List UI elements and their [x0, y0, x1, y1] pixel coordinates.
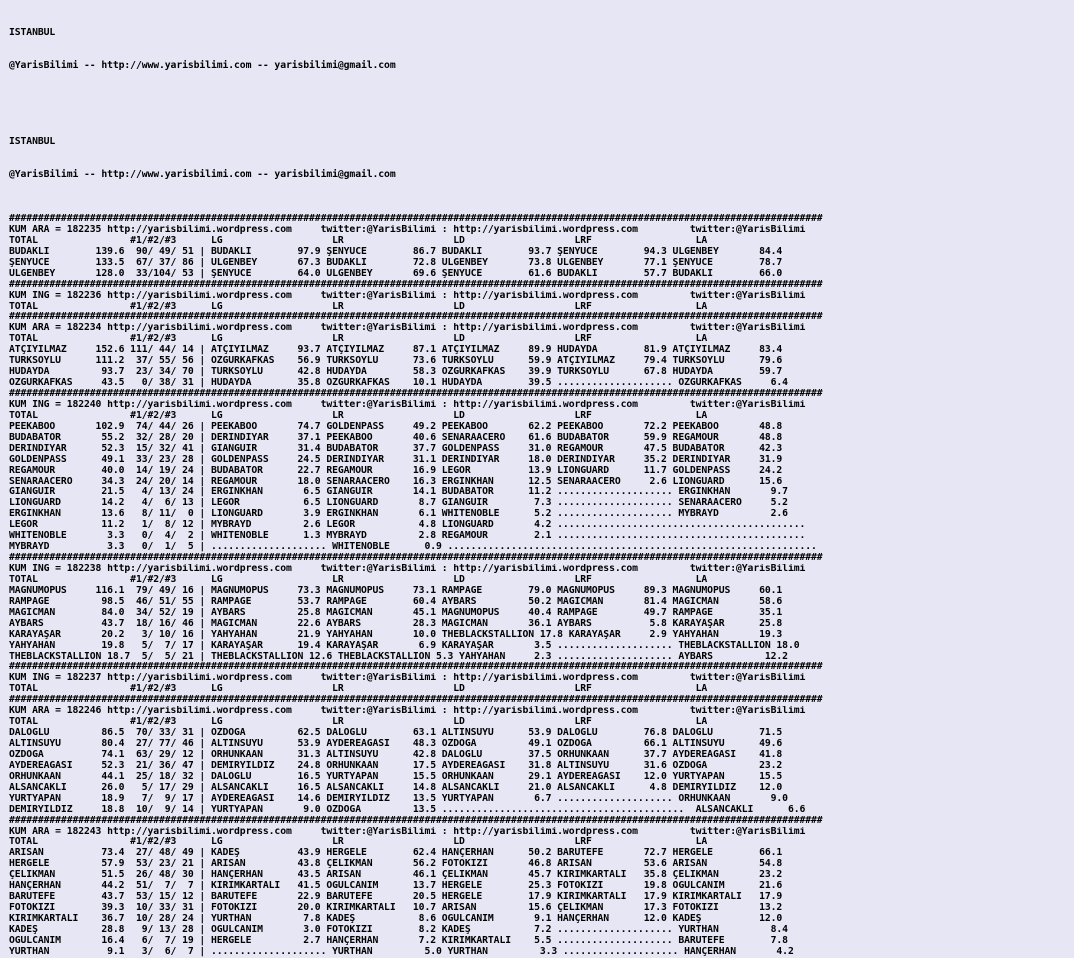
- report-line: TOTAL #1/#2/#3 LG LR LD LRF LA: [9, 717, 708, 728]
- report-line: DALOĞLU 86.5 70/ 33/ 31 | ÖZDOĞA 62.5 DALOĞLU 63.1 ALTINSUYU 53.9 DALOĞLU 76.8 DALOĞLU 71.5: [9, 728, 783, 739]
- report-line: #############################################################################################################################################: [9, 214, 823, 225]
- report-line: PEEKABOO 102.9 74/ 44/ 26 | PEEKABOO 74.7 GOLDENPASS 49.2 PEEKABOO 62.2 PEEKABOO 72.2 PEEKABOO 48.8: [9, 421, 783, 432]
- report-line: RAMPAGE 98.5 46/ 51/ 55 | RAMPAGE 53.7 RAMPAGE 60.4 AYBARS 50.2 MAGICMAN 81.4 MAGICMAN 58.6: [9, 596, 783, 607]
- report-line: KUM ING = 182236 http://yarisbilimi.wordpress.com twitter:@YarisBilimi : http://yarisbilimi.wordpress.com twitter:@YarisBilimi: [9, 290, 806, 301]
- report-page: [9, 6, 1071, 958]
- report-line: WHITENOBLE 3.3 0/ 4/ 2 | WHITENOBLE 1.3 MYBRAYD 2.8 REGAMOUR 2.1 ...........................................: [9, 531, 806, 542]
- report-line: #############################################################################################################################################: [9, 553, 823, 564]
- race-report: [9, 214, 1071, 958]
- report-line: HUDAYDA 93.7 23/ 34/ 70 | TÜRKSOYLU 42.8 HUDAYDA 58.3 ÖZGÜRKAFKAS 39.9 TÜRKSOYLU 67.8 HUDAYDA 59.7: [9, 367, 783, 378]
- report-line: BARUTEFE 43.7 53/ 15/ 12 | BARUTEFE 22.9 BARUTEFE 20.5 HERGELE 17.9 KIRIMKARTALI 17.9 KIRIMKARTALI 17.9: [9, 892, 783, 903]
- report-line: DEMİRYILDIZ 18.8 10/ 9/ 14 | YURTYAPAN 9.0 ÖZDOĞA 13.5 .......................................... ALSANCAKLI 6.6: [9, 804, 806, 815]
- report-line: ÖZDOĞA 74.1 63/ 29/ 12 | ORHUNKAAN 31.3 ALTINSUYU 42.8 DALOĞLU 37.5 ORHUNKAAN 37.7 AYDEREAĞASI 41.8: [9, 749, 783, 760]
- report-line: #############################################################################################################################################: [9, 695, 823, 706]
- report-line: KUM ING = 182240 http://yarisbilimi.wordpress.com twitter:@YarisBilimi : http://yarisbilimi.wordpress.com twitter:@YarisBilimi: [9, 399, 806, 410]
- report-line: REGAMOUR 40.0 14/ 19/ 24 | BUDABATOR 22.7 REGAMOUR 16.9 LEGOR 13.9 LIONGUARD 11.7 GOLDENPASS 24.2: [9, 465, 783, 476]
- report-line: TOTAL #1/#2/#3 LG LR LD LRF LA: [9, 334, 708, 345]
- header-city: ISTANBUL: [9, 26, 56, 38]
- report-line: ERGİNKHAN 13.6 8/ 11/ 0 | LIONGUARD 3.9 ERGİNKHAN 6.1 WHITENOBLE 5.2 .................... MYBRAYD 2.6: [9, 509, 788, 520]
- report-line: TOTAL #1/#2/#3 LG LR LD LRF LA: [9, 410, 708, 421]
- report-line: #############################################################################################################################################: [9, 389, 823, 400]
- report-line: ŞENYÜCE 133.5 67/ 37/ 86 | ÜLGENBEY 67.3 BUDAKLI 72.8 ÜLGENBEY 73.8 ÜLGENBEY 77.1 ŞENYÜCE 78.7: [9, 257, 783, 268]
- report-line: ALTINSUYU 80.4 27/ 77/ 46 | ALTINSUYU 53.9 AYDEREAĞASI 48.3 ÖZDOĞA 49.1 ÖZDOĞA 66.1 ALTINSUYU 49.6: [9, 739, 783, 750]
- header-city: ISTANBUL: [9, 136, 56, 148]
- report-line: KUM ARA = 182235 http://yarisbilimi.wordpress.com twitter:@YarisBilimi : http://yarisbilimi.wordpress.com twitter:@YarisBilimi: [9, 224, 806, 235]
- report-line: KUM ARA = 182243 http://yarisbilimi.wordpress.com twitter:@YarisBilimi : http://yarisbilimi.wordpress.com twitter:@YarisBilimi: [9, 826, 806, 837]
- report-line: SENARAACERO 34.3 24/ 20/ 14 | REGAMOUR 18.0 SENARAACERO 16.3 ERGİNKHAN 12.5 SENARAACERO 2.6 LIONGUARD 15.6: [9, 476, 783, 487]
- report-line: GIANGUIR 21.5 4/ 13/ 24 | ERGİNKHAN 6.5 GIANGUIR 14.1 BUDABATOR 11.2 .................... ERGİNKHAN 9.7: [9, 487, 788, 498]
- report-line: MAGICMAN 84.0 34/ 52/ 19 | AYBARS 25.8 MAGICMAN 45.1 MAGNUMOPUS 40.4 RAMPAGE 49.7 RAMPAGE 35.1: [9, 607, 783, 618]
- report-line: TOTAL #1/#2/#3 LG LR LD LRF LA: [9, 235, 708, 246]
- report-line: THEBLACKSTALLION 18.7 5/ 5/ 21 | THEBLACKSTALLION 12.6 THEBLACKSTALLION 5.3 YAHYAHAN 2.3 .................... AYBARS 12.2: [9, 651, 788, 662]
- report-line: BUDABATOR 55.2 32/ 28/ 20 | DERİNDİYAR 37.1 PEEKABOO 40.6 SENARAACERO 61.6 BUDABATOR 59.9 REGAMOUR 48.8: [9, 432, 783, 443]
- report-line: KUM ARA = 182246 http://yarisbilimi.wordpress.com twitter:@YarisBilimi : http://yarisbilimi.wordpress.com twitter:@YarisBilimi: [9, 706, 806, 717]
- report-line: TÜRKSOYLU 111.2 37/ 55/ 56 | ÖZGÜRKAFKAS 56.9 TÜRKSOYLU 73.6 TÜRKSOYLU 59.9 ATÇIYILMAZ 79.4 TÜRKSOYLU 79.6: [9, 356, 783, 367]
- report-line: HERGELE 57.9 53/ 23/ 21 | ARISAN 43.8 ÇELİKMAN 56.2 FOTOKIZI 46.8 ARISAN 53.6 ARISAN 54.8: [9, 859, 783, 870]
- report-line: #############################################################################################################################################: [9, 662, 823, 673]
- report-line: TOTAL #1/#2/#3 LG LR LD LRF LA: [9, 574, 708, 585]
- report-line: KADEŞ 28.8 9/ 13/ 28 | OĞULCANIM 3.0 FOTOKIZI 8.2 KADEŞ 7.2 .................... YURTHAN 8.4: [9, 924, 788, 935]
- report-line: KARAYAŞAR 20.2 3/ 10/ 16 | YAHYAHAN 21.9 YAHYAHAN 10.0 THEBLACKSTALLION 17.8 KARAYAŞAR 2.9 YAHYAHAN 19.3: [9, 629, 783, 640]
- report-line: #############################################################################################################################################: [9, 279, 823, 290]
- header-top: [9, 6, 1071, 94]
- header-second: [9, 115, 1071, 203]
- report-line: TOTAL #1/#2/#3 LG LR LD LRF LA: [9, 301, 708, 312]
- report-line: ÖZGÜRKAFKAS 43.5 0/ 38/ 31 | HUDAYDA 35.8 ÖZGÜRKAFKAS 10.1 HUDAYDA 39.5 .................... ÖZGÜRKAFKAS 6.4: [9, 378, 788, 389]
- report-line: KIRIMKARTALI 36.7 10/ 28/ 24 | YURTHAN 7.8 KADEŞ 8.6 OĞULCANIM 9.1 HANÇERHAN 12.0 KADEŞ 12.0: [9, 914, 783, 925]
- report-line: #############################################################################################################################################: [9, 815, 823, 826]
- report-line: ATÇIYILMAZ 152.6 111/ 44/ 14 | ATÇIYILMAZ 93.7 ATÇIYILMAZ 87.1 ATÇIYILMAZ 89.9 HUDAYDA 81.9 ATÇIYILMAZ 83.4: [9, 345, 783, 356]
- header-contact: @YarisBilimi -- http://www.yarisbilimi.com -- yarisbilimi@gmail.com: [9, 59, 396, 71]
- report-line: OĞULCANIM 16.4 6/ 7/ 19 | HERGELE 2.7 HANÇERHAN 7.2 KIRIMKARTALI 5.5 .................... BARUTEFE 7.8: [9, 935, 788, 946]
- report-line: YURTHAN 9.1 3/ 6/ 7 | .................... YURTHAN 5.0 YURTHAN 3.3 .................... HANÇERHAN 4.2: [9, 946, 794, 957]
- report-line: FOTOKIZI 39.3 10/ 33/ 31 | FOTOKIZI 20.0 KIRIMKARTALI 10.7 ARISAN 15.6 ÇELİKMAN 17.3 FOTOKIZI 13.2: [9, 903, 783, 914]
- report-line: ARISAN 73.4 27/ 48/ 49 | KADEŞ 43.9 HERGELE 62.4 HANÇERHAN 50.2 BARUTEFE 72.7 HERGELE 66.1: [9, 848, 783, 859]
- report-line: ORHUNKAAN 44.1 25/ 18/ 32 | DALOĞLU 16.5 YURTYAPAN 15.5 ORHUNKAAN 29.1 AYDEREAĞASI 12.0 YURTYAPAN 15.5: [9, 771, 783, 782]
- report-line: KUM ING = 182238 http://yarisbilimi.wordpress.com twitter:@YarisBilimi : http://yarisbilimi.wordpress.com twitter:@YarisBilimi: [9, 564, 806, 575]
- report-line: MYBRAYD 3.3 0/ 1/ 5 | .................... WHITENOBLE 0.9 ................................................................: [9, 542, 817, 553]
- report-line: ÇELİKMAN 51.5 26/ 48/ 30 | HANÇERHAN 43.5 ARISAN 46.1 ÇELİKMAN 45.7 KIRIMKARTALI 35.8 ÇELİKMAN 23.2: [9, 870, 783, 881]
- report-line: YAHYAHAN 19.8 5/ 7/ 17 | KARAYAŞAR 19.4 KARAYAŞAR 6.9 KARAYAŞAR 3.5 .................... THEBLACKSTALLION 18.0: [9, 640, 800, 651]
- report-line: LEGOR 11.2 1/ 8/ 12 | MYBRAYD 2.6 LEGOR 4.8 LIONGUARD 4.2 ...........................................: [9, 520, 806, 531]
- report-line: TOTAL #1/#2/#3 LG LR LD LRF LA: [9, 837, 708, 848]
- report-line: DERİNDİYAR 52.3 15/ 32/ 41 | GIANGUIR 31.4 BUDABATOR 37.7 GOLDENPASS 31.0 REGAMOUR 47.5 BUDABATOR 42.3: [9, 443, 783, 454]
- report-line: HANÇERHAN 44.2 51/ 7/ 7 | KIRIMKARTALI 41.5 OĞULCANIM 13.7 HERGELE 25.3 FOTOKIZI 19.8 OĞULCANIM 21.6: [9, 881, 783, 892]
- report-line: TOTAL #1/#2/#3 LG LR LD LRF LA: [9, 684, 708, 695]
- report-line: LIONGUARD 14.2 4/ 6/ 13 | LEGOR 6.5 LIONGUARD 8.7 GIANGUIR 7.3 .................... SENARAACERO 5.2: [9, 498, 788, 509]
- report-line: GOLDENPASS 49.1 33/ 23/ 28 | GOLDENPASS 24.5 DERİNDİYAR 31.1 DERİNDİYAR 18.0 DERİNDİYAR 35.2 DERİNDİYAR 31.9: [9, 454, 783, 465]
- report-line: YURTYAPAN 18.9 7/ 9/ 17 | AYDEREAĞASI 14.6 DEMİRYILDIZ 13.5 YURTYAPAN 6.7 .................... ORHUNKAAN 9.0: [9, 793, 788, 804]
- header-contact: @YarisBilimi -- http://www.yarisbilimi.com -- yarisbilimi@gmail.com: [9, 169, 396, 181]
- report-line: #############################################################################################################################################: [9, 312, 823, 323]
- report-line: ÜLGENBEY 128.0 33/104/ 53 | ŞENYÜCE 64.0 ÜLGENBEY 69.6 ŞENYÜCE 61.6 BUDAKLI 57.7 BUDAKLI 66.0: [9, 268, 783, 279]
- report-line: AYDEREAĞASI 52.3 21/ 36/ 47 | DEMİRYILDIZ 24.8 ORHUNKAAN 17.5 AYDEREAĞASI 31.8 ALTINSUYU 31.6 ÖZDOĞA 23.2: [9, 760, 783, 771]
- report-line: KUM ARA = 182234 http://yarisbilimi.wordpress.com twitter:@YarisBilimi : http://yarisbilimi.wordpress.com twitter:@YarisBilimi: [9, 323, 806, 334]
- report-line: MAGNUMOPUS 116.1 79/ 49/ 16 | MAGNUMOPUS 73.3 MAGNUMOPUS 73.1 RAMPAGE 79.0 MAGNUMOPUS 89.3 MAGNUMOPUS 60.1: [9, 585, 783, 596]
- report-line: AYBARS 43.7 18/ 16/ 46 | MAGICMAN 22.6 AYBARS 28.3 MAGICMAN 36.1 AYBARS 5.8 KARAYAŞAR 25.8: [9, 618, 783, 629]
- report-line: ALSANCAKLI 26.0 5/ 17/ 29 | ALSANCAKLI 16.5 ALSANCAKLI 14.8 ALSANCAKLI 21.0 ALSANCAKLI 4.8 DEMİRYILDIZ 12.0: [9, 782, 783, 793]
- report-line: BUDAKLI 139.6 90/ 49/ 51 | BUDAKLI 97.9 ŞENYÜCE 86.7 BUDAKLI 93.7 ŞENYÜCE 94.3 ÜLGENBEY 84.4: [9, 246, 783, 257]
- report-line: KUM ING = 182237 http://yarisbilimi.wordpress.com twitter:@YarisBilimi : http://yarisbilimi.wordpress.com twitter:@YarisBilimi: [9, 673, 806, 684]
